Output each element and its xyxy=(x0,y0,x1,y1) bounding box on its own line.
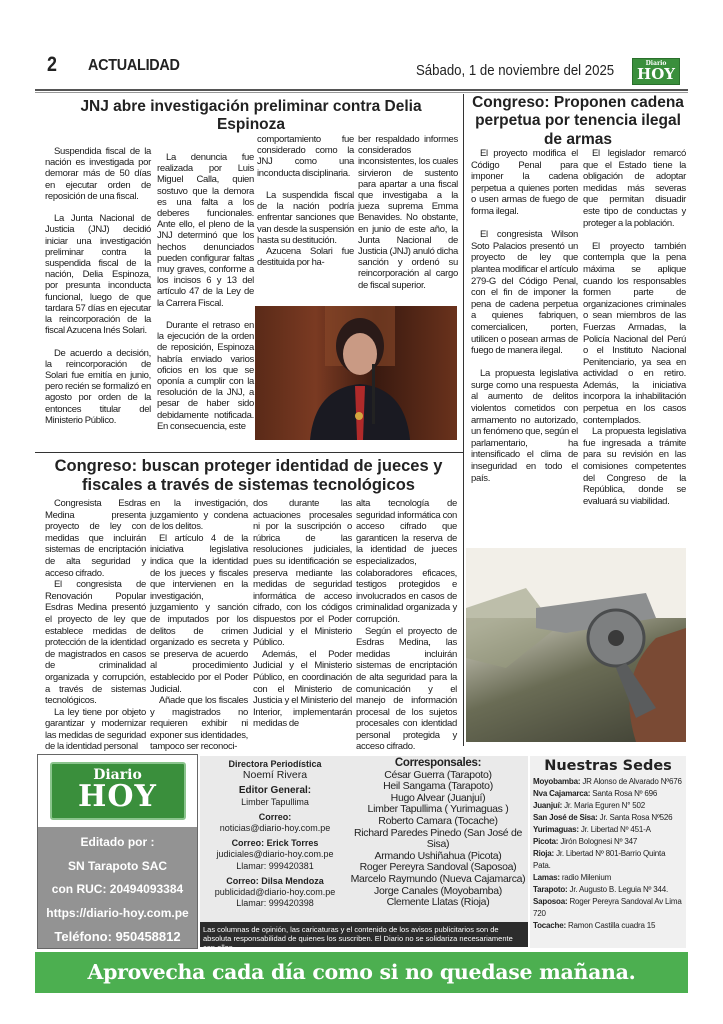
article1-col4 xyxy=(358,134,458,302)
correspondent: Marcelo Raymundo (Nueva Cajamarca) xyxy=(350,872,526,885)
correspondent: Roberto Camara (Tocache) xyxy=(378,814,498,827)
logo-main: HOY xyxy=(78,779,157,814)
contact-label: Correo: Dilsa Mendoza xyxy=(226,875,324,886)
publisher-ruc: con RUC: 20494093384 xyxy=(51,882,184,896)
paragraph: La propuesta legislativa fue ingresada a trámite para su revisión en las comisiones competentes del Congreso de la República, donde se evaluará su viabilidad. xyxy=(583,426,686,507)
correspondent: Clemente Llatas (Rioja) xyxy=(386,896,490,909)
director-label: Directora Periodística xyxy=(228,759,322,769)
correspondent: Armando Ushiñahua (Picota) xyxy=(374,849,502,862)
correspondent: César Guerra (Tarapoto) xyxy=(384,768,492,781)
advertising-email[interactable]: publicidad@diario-hoy.com.pe xyxy=(214,887,336,898)
paragraph: ber respaldado informes considerados inconsistentes, los cuales sirvieron de sustento para apartar a una fiscal que investigaba a la jueza suprema Emma Benavides. No obstante, en junio de este año, la Junta Nacional de Justicia (JNJ) anuló dicha sanción y ordenó su reincorporación al cargo de fiscal superior. xyxy=(358,134,458,291)
judicial-phone: Llamar: 999420381 xyxy=(236,860,314,871)
section-title: ACTUALIDAD xyxy=(88,57,180,74)
office-item: Rioja: Jr. Libertad Nº 801-Barrio Quinta Pata. xyxy=(533,849,666,870)
article2-headline: Congreso: buscan proteger identidad de jueces y fiscales a través de sistemas tecnológicos xyxy=(54,457,443,494)
correspondent: Richard Paredes Pinedo (San José de Sisa) xyxy=(353,826,523,851)
paragraph: alta tecnología de seguridad informática con acceso cifrado que garanticen la reserva de la identidad de jueces especializados, colaboradores eficaces, testigos protegidos e involucrados en casos de criminalidad organizada y corrupción. xyxy=(356,498,457,625)
editor-label: Editor General: xyxy=(238,785,312,797)
paragraph: Durante el retraso en la ejecución de la orden de reposición, Espinoza habría enviado varios oficios en los que se oponía a cumplir con la resolución de la JNJ, a pesar de haber sido debidamente notificada. En consecuencia, este xyxy=(157,320,254,432)
header-rule xyxy=(35,89,688,93)
article2-col1 xyxy=(45,498,146,753)
paragraph: De acuerdo a decisión, la reincorporación de Solari fue emitía en junio, pero recién se formalizó en agosto por orden de la entonces titular del Ministerio Público. xyxy=(45,347,151,426)
paragraph: El proyecto también contempla que la pena máxima se aplique cuando los responsables formen parte de organizaciones criminales o sean miembros de las Fuerzas Armadas, la Policía Nacional del Perú o el Instituto Nacional Penitenciario, ya sea en actividad o en retiro. Además, la iniciativa incorpora la inhabilitación perpetua en los casos contemplados. xyxy=(583,240,686,426)
offices-title: Nuestras Sedes xyxy=(544,758,672,774)
paragraph: comportamiento fue considerado como la JNJ como una inconducta disciplinaria. xyxy=(257,134,354,179)
paragraph: Azucena Solari fue destituida por ha- xyxy=(257,246,354,269)
article1-col1 xyxy=(45,146,151,437)
paragraph: La Junta Nacional de Justicia (JNJ) decidió iniciar una investigación preliminar contra la suspendida fiscal de la nación, Delia Espinoza, por presunta inconducta funcional, luego de que tardara 57 días en ejecutar la reincorporación de la fiscal Azucena Inés Solari. xyxy=(45,213,151,337)
office-item: Lamas: radio Milenium xyxy=(533,873,612,882)
paragraph: El legislador remarcó que el Estado tiene la obligación de adoptar medidas más severas que permitan disuadir este tipo de conductas y proteger a la población. xyxy=(583,148,686,229)
photo-revolver xyxy=(466,548,686,742)
logo-main: HOY xyxy=(637,65,675,83)
page-number: 2 xyxy=(47,53,57,76)
contact-label: Correo: Erick Torres xyxy=(231,838,319,849)
paragraph: La denuncia fue realizada por Luis Miguel Calla, quien sostuvo que la demora es una falta a los deberes funcionales. Ante ello, el pleno de la JNJ determinó que los hechos denunciados pueden configurar faltas muy graves, conforme a los incisos 6 y 13 del artículo 47 de la Ley de la Carrera Fiscal. xyxy=(157,152,254,309)
logo-top: Diario xyxy=(93,767,142,783)
phone: Teléfono: 950458812 xyxy=(54,929,181,944)
correspondents-list xyxy=(350,758,526,909)
office-item: San José de Sisa: Jr. Santa Rosa Nº526 xyxy=(533,813,673,822)
correspondents-label: Corresponsales: xyxy=(394,757,482,769)
news-email[interactable]: noticias@diario-hoy.com.pe xyxy=(219,823,331,834)
correspondent: Jorge Canales (Moyobamba) xyxy=(374,884,502,897)
article3-col2 xyxy=(583,148,686,519)
masthead-panel xyxy=(37,754,198,949)
paragraph: La suspendida fiscal de la nación podría enfrentar sanciones que van desde la suspensión hasta su destitución. xyxy=(257,190,354,246)
mail-label: Correo: xyxy=(258,811,292,822)
paragraph: Congresista Esdras Medina presenta proyecto de ley con medidas que incluirán sistemas de encriptación de alta seguridad y acceso cifrado. xyxy=(45,498,146,579)
office-item: Moyobamba: JR Alonso de Alvarado Nº676 xyxy=(533,777,682,786)
staff-panel xyxy=(200,756,528,922)
judicial-email[interactable]: judiciales@diario-hoy.com.pe xyxy=(216,849,334,860)
publisher-name: SN Tarapoto SAC xyxy=(67,858,168,873)
paragraph: El congresista de Renovación Popular Esdras Medina presentó el proyecto de ley que establece medidas de protección de la identidad de magistrados en casos de criminalidad organizada y corrupción, a través de sistemas tecnológicos. xyxy=(45,579,146,707)
paragraph: El proyecto modifica el Código Penal para imponer la cadena perpetua a quienes porten o usen armas de fuego de forma ilegal. xyxy=(471,148,578,217)
disclaimer: Las columnas de opinión, las caricaturas y el contenido de los avisos publicitarios son de absoluta responsabilidad de quienes los suscriben. El Diario no se solidariza necesariamente con ellos. xyxy=(200,922,528,947)
article1-col3 xyxy=(257,134,354,280)
paragraph: Añade que los fiscales y magistrados no requieren exhibir ni exponer sus identidades, tampoco ser reconoci- xyxy=(150,695,248,753)
staff-list xyxy=(200,759,350,909)
office-item: Picota: Jirón Bolognesi Nº 347 xyxy=(533,837,638,846)
article-divider xyxy=(35,452,463,453)
office-item: Saposoa: Roger Pereyra Sandoval Av Lima 720 xyxy=(533,897,682,918)
edited-by-label: Editado por : xyxy=(80,835,155,849)
paragraph: dos durante las actuaciones procesales ni por la suscripción o rúbrica de las resoluciones judiciales, pues su identificación se preserva mediante las medidas de seguridad informática de acceso cifrado, con los códigos dispuestos por el Poder Judicial y el Ministerio Público. xyxy=(253,498,352,649)
publisher-info xyxy=(38,827,197,949)
paragraph: La ley tiene por objeto garantizar y modernizar las medidas de seguridad de la identidad personal xyxy=(45,706,146,753)
article2-col3 xyxy=(253,498,352,730)
article2-col2 xyxy=(150,498,248,753)
offices-list xyxy=(530,776,686,932)
paragraph: Según el proyecto de Esdras Medina, las medidas incluirán sistemas de encriptación de alta seguridad para la comunicación y el manejo de información procesal de los sujetos procesales con identidad personal protegida y acceso cifrado. xyxy=(356,625,457,753)
paragraph: El artículo 4 de la iniciativa legislativa indica que la identidad de los jueces y fiscales que intervienen en la investigación, juzgamiento y sanción de imputados por los delitos de crimen organizado es secreta y se preserva de acuerdo al procedimiento establecido por el Poder Judicial. xyxy=(150,532,248,695)
office-item: Tocache: Ramon Castilla cuadra 15 xyxy=(533,921,656,930)
masthead-logo-area xyxy=(38,755,197,827)
paragraph: El congresista Wilson Soto Palacios presentó un proyecto de ley que plantea modificar el artículo 279-G del Código Penal, con el fin de imponer la pena de cadena perpetua a quienes fabriquen, comercialicen, porten, utilicen o posean armas de fuego de manera ilegal. xyxy=(471,229,578,357)
office-item: Juanjuí: Jr. Maria Eguren N° 502 xyxy=(533,801,645,810)
editor-name: Limber Tapullima xyxy=(241,796,309,807)
office-item: Tarapoto: Jr. Augusto B. Leguia Nº 344. xyxy=(533,885,669,894)
article2-col4 xyxy=(356,498,457,753)
article3-headline: Congreso: Proponen cadena perpetua por tenencia ilegal de armas xyxy=(472,94,684,148)
slogan-banner: Aprovecha cada día como si no quedase mañana. xyxy=(35,952,688,993)
article1-col2 xyxy=(157,152,254,443)
paragraph: Además, el Poder Judicial y el Ministerio Público, en coordinación con el Ministerio de Justicia y el Ministerio del Interior, implementarán medidas de xyxy=(253,648,352,730)
paragraph: en la investigación, juzgamiento y condena de los delitos. xyxy=(150,498,248,533)
photo-speaker-image xyxy=(255,306,457,440)
revolver-image xyxy=(466,548,686,742)
article1-headline: JNJ abre investigación preliminar contra Delia Espinoza xyxy=(80,98,422,134)
photo-delia-espinoza xyxy=(255,306,457,440)
masthead-logo xyxy=(50,762,186,820)
office-item: Yurimaguas: Jr. Libertad Nº 451-A xyxy=(533,825,651,834)
correspondent: Hugo Alvear (Juanjuí) xyxy=(390,791,486,804)
issue-date: Sábado, 1 de noviembre del 2025 xyxy=(416,62,615,79)
advertising-phone: Llamar: 999420398 xyxy=(236,898,314,909)
logo-top: Diario xyxy=(645,60,667,67)
correspondent: Heil Sangama (Tarapoto) xyxy=(383,780,493,793)
column-divider xyxy=(463,94,464,746)
paragraph: La propuesta legislativa surge como una respuesta al aumento de delitos violentos cometidos con armamento no autorizado, un fenómeno que, según el parlamentario, ha intensificado el clima de inseguridad en todo el país. xyxy=(471,368,578,484)
article3-col1 xyxy=(471,148,578,496)
website-link[interactable]: https://diario-hoy.com.pe xyxy=(46,905,189,920)
paragraph: Suspendida fiscal de la nación es investigada por demorar más de 50 días en ejecutar orden de reposición de una fiscal. xyxy=(45,146,151,202)
director-name: Noemí Rivera xyxy=(242,769,308,782)
correspondent: Limber Tapullima ( Yurimaguas ) xyxy=(367,803,509,816)
correspondent: Roger Pereyra Sandoval (Saposoa) xyxy=(359,861,517,874)
offices-panel xyxy=(530,756,686,948)
header-logo xyxy=(632,58,680,85)
office-item: Nva Cajamarca: Santa Rosa Nº 696 xyxy=(533,789,658,798)
